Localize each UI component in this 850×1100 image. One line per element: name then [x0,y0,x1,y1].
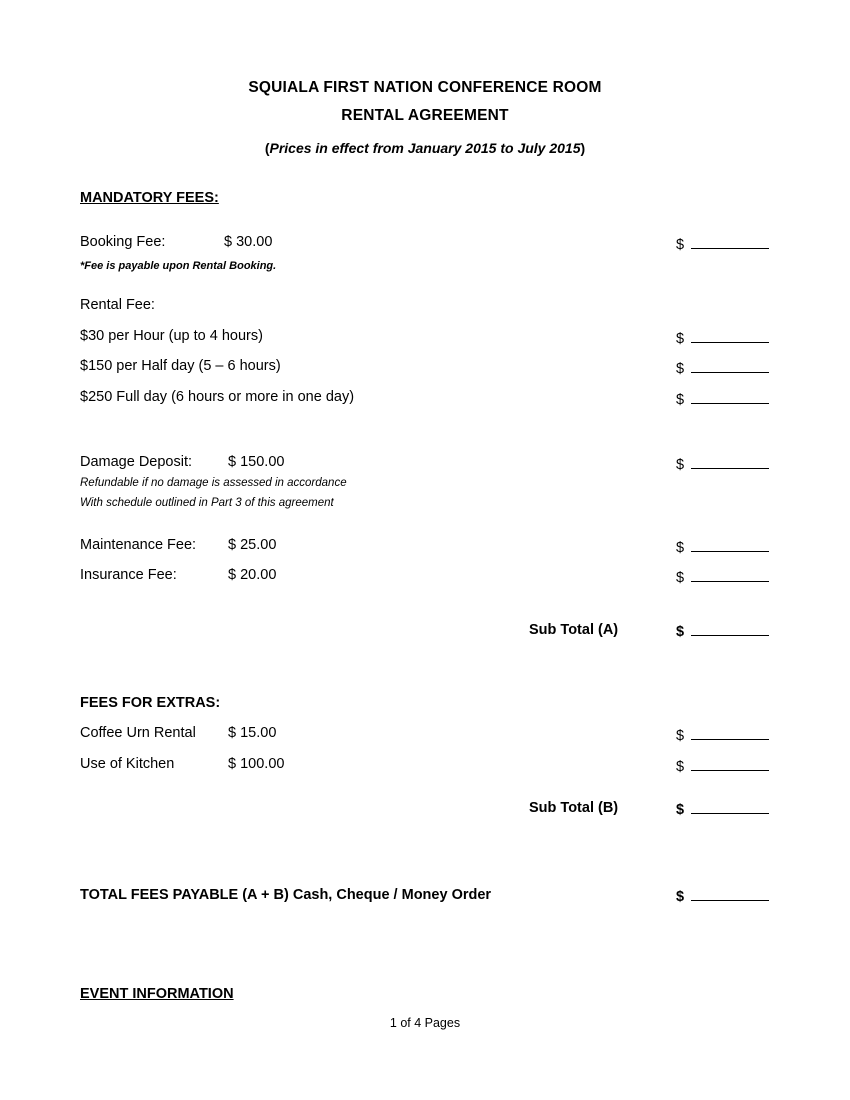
use-of-kitchen-entry[interactable] [676,757,769,775]
damage-deposit-note-line-1: Refundable if no damage is assessed in accordance [80,477,347,489]
sub-total-a-label: Sub Total (A) [529,622,619,638]
subtitle-text: Prices in effect from January 2015 to July 2015 [269,140,581,156]
dollar-sign: $ [676,728,685,744]
booking-fee-note: *Fee is payable upon Rental Booking. [80,260,277,272]
use-of-kitchen-blank[interactable] [691,757,769,771]
booking-fee-label: Booking Fee: [80,234,166,250]
maintenance-fee-blank[interactable] [691,538,769,552]
use-of-kitchen-label: Use of Kitchen [80,756,175,772]
page-title-line-2: RENTAL AGREEMENT [341,107,509,124]
dollar-sign: $ [676,361,685,377]
dollar-sign: $ [676,331,685,347]
maintenance-fee-entry[interactable] [676,538,769,556]
total-fees-payable-blank[interactable] [691,887,769,901]
damage-deposit-note-line-2: With schedule outlined in Part 3 of this agreement [80,497,334,509]
use-of-kitchen-amount: $ 100.00 [228,756,285,772]
damage-deposit-blank[interactable] [691,455,769,469]
dollar-sign: $ [676,457,685,473]
insurance-fee-entry[interactable] [676,568,769,586]
booking-fee-blank[interactable] [691,235,769,249]
insurance-fee-blank[interactable] [691,568,769,582]
dollar-sign: $ [676,570,685,586]
dollar-sign: $ [676,802,685,818]
dollar-sign: $ [676,759,685,775]
rental-option-half-day: $150 per Half day (5 – 6 hours) [80,358,281,374]
dollar-sign: $ [676,540,685,556]
rental-option-full-day: $250 Full day (6 hours or more in one day) [80,389,355,405]
event-information-heading: EVENT INFORMATION [80,986,234,1002]
rental-half-day-entry[interactable] [676,359,769,377]
coffee-urn-entry[interactable] [676,726,769,744]
rental-half-day-blank[interactable] [691,359,769,373]
damage-deposit-amount: $ 150.00 [228,454,285,470]
dollar-sign: $ [676,889,685,905]
coffee-urn-label: Coffee Urn Rental [80,725,196,741]
coffee-urn-blank[interactable] [691,726,769,740]
total-fees-payable-entry[interactable] [676,887,769,905]
maintenance-fee-label: Maintenance Fee: [80,537,197,553]
rental-full-day-blank[interactable] [691,390,769,404]
coffee-urn-amount: $ 15.00 [228,725,277,741]
dollar-sign: $ [676,237,685,253]
rental-fee-label: Rental Fee: [80,297,155,313]
sub-total-b-blank[interactable] [691,800,769,814]
mandatory-fees-heading: MANDATORY FEES: [80,190,219,206]
page-subtitle [0,140,850,156]
insurance-fee-label: Insurance Fee: [80,567,177,583]
insurance-fee-amount: $ 20.00 [228,567,277,583]
page-title-line-1: SQUIALA FIRST NATION CONFERENCE ROOM [248,79,602,96]
dollar-sign: $ [676,624,685,640]
dollar-sign: $ [676,392,685,408]
rental-hourly-entry[interactable] [676,329,769,347]
sub-total-b-entry[interactable] [676,800,769,818]
damage-deposit-label: Damage Deposit: [80,454,193,470]
document-header [0,74,850,156]
rental-option-hourly: $30 per Hour (up to 4 hours) [80,328,263,344]
damage-deposit-entry[interactable] [676,455,769,473]
maintenance-fee-amount: $ 25.00 [228,537,277,553]
fees-for-extras-heading: FEES FOR EXTRAS: [80,695,221,711]
sub-total-b-label: Sub Total (B) [529,800,619,816]
total-fees-payable-label: TOTAL FEES PAYABLE (A + B) Cash, Cheque / Money Order [80,887,492,903]
subtitle-close-paren: ) [580,140,586,156]
sub-total-a-blank[interactable] [691,622,769,636]
rental-full-day-entry[interactable] [676,390,769,408]
booking-fee-entry[interactable] [676,235,769,253]
subtitle-open-paren: ( [264,140,270,156]
rental-hourly-blank[interactable] [691,329,769,343]
booking-fee-amount: $ 30.00 [224,234,273,250]
page-footer: 1 of 4 Pages [389,1016,461,1030]
sub-total-a-entry[interactable] [676,622,769,640]
